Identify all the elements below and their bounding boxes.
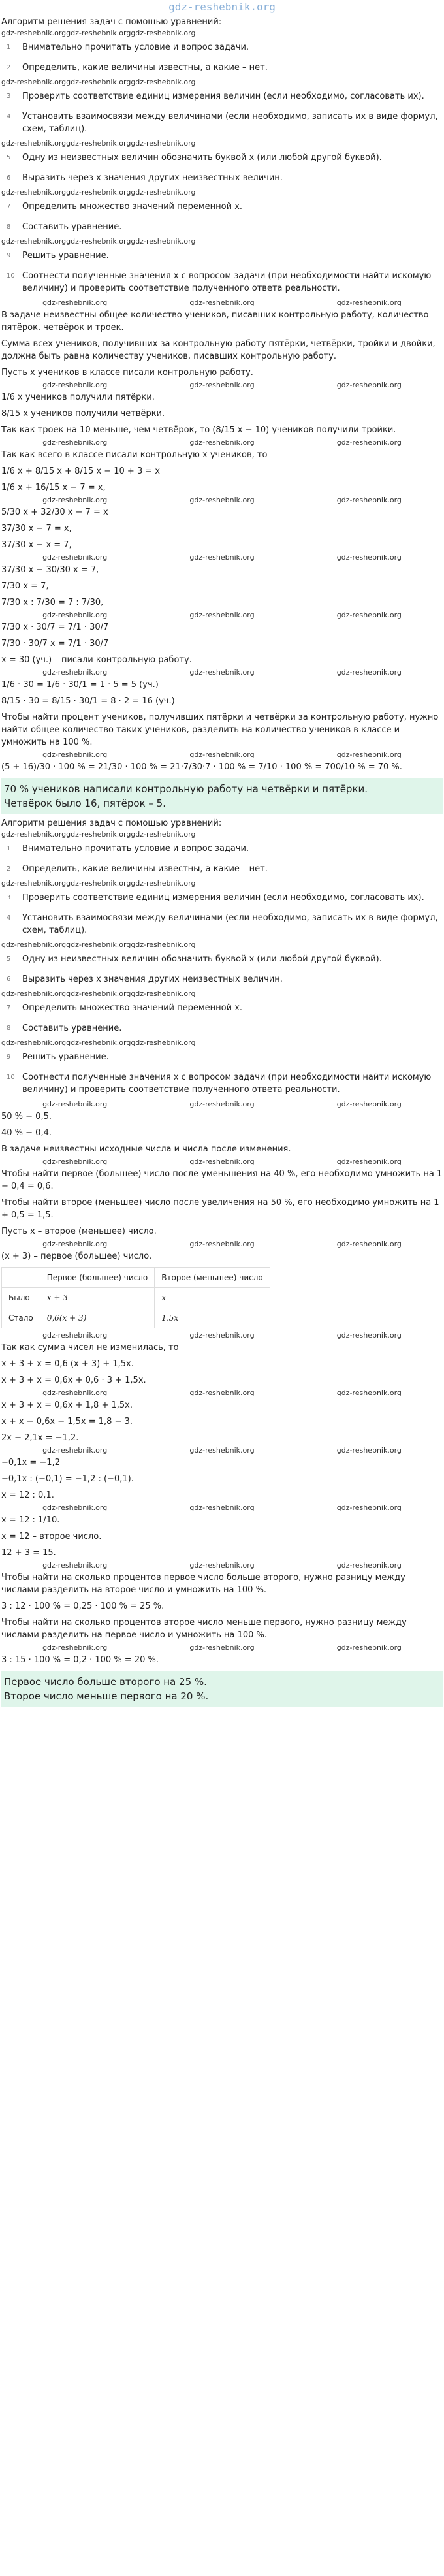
table-cell: x bbox=[155, 1288, 270, 1308]
watermark[interactable]: gdz-reshebnik.org bbox=[131, 139, 196, 148]
solution-line: 3 : 12 · 100 % = 0,25 · 100 % = 25 %. bbox=[1, 1602, 165, 1611]
watermark[interactable]: gdz-reshebnik.org bbox=[189, 1643, 255, 1652]
watermark[interactable]: gdz-reshebnik.org bbox=[66, 830, 131, 839]
algorithm-step bbox=[1, 106, 443, 139]
solution-line: (5 + 16)/30 · 100 % = 21/30 · 100 % = 21·7/30·7 · 100 % = 7/10 · 100 % = 700/10 % = 70 %. bbox=[1, 762, 402, 772]
algorithm-step bbox=[1, 86, 443, 106]
watermark[interactable]: gdz-reshebnik.org bbox=[189, 668, 255, 677]
step-text: Соотнести полученные значения x с вопросом задачи (при необходимости найти искомую величину) и проверить соответствие полученного ответа реальности. bbox=[22, 1072, 432, 1095]
watermark-row bbox=[1, 139, 195, 148]
step-number: 9 bbox=[7, 1054, 11, 1061]
answer-line: Второе число меньше первого на 20 %. bbox=[4, 1690, 209, 1702]
watermark[interactable]: gdz-reshebnik.org bbox=[42, 1504, 108, 1512]
solution-line: Так как всего в классе писали контрольную x учеников, то bbox=[1, 450, 268, 460]
step-number: 6 bbox=[7, 976, 11, 983]
watermark[interactable]: gdz-reshebnik.org bbox=[42, 553, 108, 562]
watermark[interactable]: gdz-reshebnik.org bbox=[1, 237, 67, 246]
watermark[interactable]: gdz-reshebnik.org bbox=[42, 1240, 108, 1248]
table-row bbox=[2, 1308, 270, 1328]
watermark[interactable]: gdz-reshebnik.org bbox=[336, 553, 402, 562]
step-text: Определить, какие величины известны, а какие – нет. bbox=[22, 63, 268, 72]
watermark[interactable]: gdz-reshebnik.org bbox=[189, 1331, 255, 1340]
step-text: Определить множество значений переменной x. bbox=[22, 1003, 243, 1013]
algorithm-step bbox=[1, 37, 443, 57]
watermark[interactable]: gdz-reshebnik.org bbox=[66, 990, 131, 998]
step-number: 1 bbox=[7, 845, 11, 852]
solution-line: Чтобы найти на сколько процентов второе число меньше первого, нужно разницу между числами разделить на первое число и умножить на 100 %. bbox=[1, 1618, 407, 1640]
step-text: Составить уравнение. bbox=[22, 222, 122, 232]
step-number: 2 bbox=[7, 64, 11, 71]
watermark[interactable]: gdz-reshebnik.org bbox=[42, 750, 108, 759]
watermark-line bbox=[1, 830, 443, 839]
watermark-row bbox=[1, 29, 195, 37]
watermark[interactable]: gdz-reshebnik.org bbox=[66, 941, 131, 949]
algorithm-steps bbox=[1, 29, 443, 298]
step-text: Проверить соответствие единиц измерения величин (если необходимо, согласовать их). bbox=[22, 893, 424, 903]
table-header-cell bbox=[2, 1268, 40, 1288]
watermark[interactable]: gdz-reshebnik.org bbox=[336, 611, 402, 619]
solution-line: x = 12 : 1/10. bbox=[1, 1515, 60, 1525]
watermark[interactable]: gdz-reshebnik.org bbox=[131, 879, 196, 888]
solution-line: 50 % − 0,5. bbox=[1, 1112, 52, 1121]
solution-line: 37/30 x − x = 7, bbox=[1, 540, 72, 550]
watermark[interactable]: gdz-reshebnik.org bbox=[189, 1446, 255, 1455]
watermark[interactable]: gdz-reshebnik.org bbox=[131, 1038, 196, 1047]
solution-line: 5/30 x + 32/30 x − 7 = x bbox=[1, 507, 108, 517]
step-number: 8 bbox=[7, 223, 11, 231]
watermark-row bbox=[1, 381, 443, 389]
solution-line: 2x − 2,1x = −1,2. bbox=[1, 1433, 79, 1443]
step-text: Одну из неизвестных величин обозначить буквой x (или любой другой буквой). bbox=[22, 954, 382, 964]
solution-line: Сумма всех учеников, получивших за контрольную работу пятёрки, четвёрки, тройки и двойки, должна быть равна количеству учеников, писавших контрольную работу. bbox=[1, 339, 436, 361]
solution-line: −0,1x : (−0,1) = −1,2 : (−0,1). bbox=[1, 1474, 134, 1484]
watermark-row bbox=[1, 990, 195, 998]
watermark-line bbox=[1, 139, 443, 148]
watermark[interactable]: gdz-reshebnik.org bbox=[42, 298, 108, 307]
watermark-row bbox=[1, 1643, 443, 1652]
solution-line: −0,1x = −1,2 bbox=[1, 1458, 60, 1468]
algorithm-step bbox=[1, 1047, 443, 1067]
watermark-row bbox=[1, 298, 443, 307]
watermark[interactable]: gdz-reshebnik.org bbox=[189, 1504, 255, 1512]
watermark-line bbox=[1, 879, 443, 888]
algorithm-step bbox=[1, 148, 443, 168]
watermark[interactable]: gdz-reshebnik.org bbox=[336, 750, 402, 759]
solution-line: Пусть x учеников в классе писали контрольную работу. bbox=[1, 368, 253, 378]
solution-line: x + 3 + x = 0,6x + 1,8 + 1,5x. bbox=[1, 1400, 133, 1410]
table-row bbox=[2, 1288, 270, 1308]
watermark[interactable]: gdz-reshebnik.org bbox=[131, 990, 196, 998]
watermark[interactable]: gdz-reshebnik.org bbox=[66, 237, 131, 246]
step-number: 1 bbox=[7, 44, 11, 51]
solution-line: Чтобы найти первое (большее) число после уменьшения на 40 %, его необходимо умножить на 1 − 0,4 = 0,6. bbox=[1, 1169, 443, 1191]
watermark[interactable]: gdz-reshebnik.org bbox=[1, 941, 67, 949]
algorithm-step bbox=[1, 57, 443, 78]
solution-line: 7/30 x · 30/7 = 7/1 · 30/7 bbox=[1, 622, 109, 632]
watermark[interactable]: gdz-reshebnik.org bbox=[189, 438, 255, 447]
watermark-line bbox=[1, 78, 443, 86]
watermark-row bbox=[1, 237, 195, 246]
answer-box bbox=[1, 778, 443, 814]
watermark-row bbox=[1, 879, 195, 888]
solution-line: x = 30 (уч.) – писали контрольную работу. bbox=[1, 655, 192, 665]
watermark-row bbox=[1, 941, 195, 949]
watermark[interactable]: gdz-reshebnik.org bbox=[336, 1504, 402, 1512]
step-text: Решить уравнение. bbox=[22, 251, 109, 261]
algorithm-step bbox=[1, 266, 443, 298]
watermark[interactable]: gdz-reshebnik.org bbox=[131, 78, 196, 86]
watermark[interactable]: gdz-reshebnik.org bbox=[189, 1157, 255, 1166]
solution-line: 37/30 x − 7 = x, bbox=[1, 524, 72, 534]
watermark[interactable]: gdz-reshebnik.org bbox=[336, 381, 402, 389]
solution-line: Чтобы найти второе (меньшее) число после увеличения на 50 %, его необходимо умножить на 1 + 0,5 = 1,5. bbox=[1, 1198, 439, 1220]
algorithm-step bbox=[1, 246, 443, 266]
solution-line: 7/30 x : 7/30 = 7 : 7/30, bbox=[1, 598, 104, 607]
step-number: 6 bbox=[7, 174, 11, 182]
watermark[interactable]: gdz-reshebnik.org bbox=[1, 188, 67, 197]
table-header-cell: Первое (большее) число bbox=[40, 1268, 155, 1288]
watermark[interactable]: gdz-reshebnik.org bbox=[42, 1157, 108, 1166]
watermark-row bbox=[1, 438, 443, 447]
step-number: 10 bbox=[7, 1074, 15, 1081]
solution-line: x = 12 – второе число. bbox=[1, 1532, 102, 1541]
solution-lines bbox=[1, 1331, 443, 1668]
step-number: 4 bbox=[7, 113, 11, 120]
solution-line: x = 12 : 0,1. bbox=[1, 1490, 54, 1500]
watermark[interactable]: gdz-reshebnik.org bbox=[42, 1643, 108, 1652]
watermark[interactable]: gdz-reshebnik.org bbox=[66, 139, 131, 148]
watermark[interactable]: gdz-reshebnik.org bbox=[131, 188, 196, 197]
part-2 bbox=[1, 817, 443, 1707]
watermark-line bbox=[1, 237, 443, 246]
watermark[interactable]: gdz-reshebnik.org bbox=[189, 298, 255, 307]
step-text: Внимательно прочитать условие и вопрос задачи. bbox=[22, 844, 249, 854]
watermark[interactable]: gdz-reshebnik.org bbox=[336, 1643, 402, 1652]
watermark[interactable]: gdz-reshebnik.org bbox=[42, 611, 108, 619]
table-cell: x + 3 bbox=[40, 1288, 155, 1308]
solution-line: Так как сумма чисел не изменилась, то bbox=[1, 1343, 179, 1353]
answer-box bbox=[1, 1671, 443, 1707]
watermark[interactable]: gdz-reshebnik.org bbox=[189, 1389, 255, 1397]
algorithm-step bbox=[1, 1018, 443, 1038]
algorithm-step bbox=[1, 908, 443, 941]
step-text: Составить уравнение. bbox=[22, 1023, 122, 1033]
table-cell: 1,5x bbox=[155, 1308, 270, 1328]
watermark-row bbox=[1, 496, 443, 504]
watermark[interactable]: gdz-reshebnik.org bbox=[42, 1446, 108, 1455]
watermark[interactable]: gdz-reshebnik.org bbox=[66, 1038, 131, 1047]
step-text: Выразить через x значения других неизвестных величин. bbox=[22, 974, 283, 984]
solution-line: 8/15 x учеников получили четвёрки. bbox=[1, 409, 165, 419]
watermark[interactable]: gdz-reshebnik.org bbox=[42, 1561, 108, 1570]
solution-line: 37/30 x − 30/30 x = 7, bbox=[1, 565, 99, 575]
site-banner[interactable]: gdz-reshebnik.org bbox=[168, 1, 276, 13]
watermark-row bbox=[1, 553, 443, 562]
watermark-row bbox=[1, 1038, 195, 1047]
watermark[interactable]: gdz-reshebnik.org bbox=[336, 1389, 402, 1397]
watermark[interactable]: gdz-reshebnik.org bbox=[189, 496, 255, 504]
watermark[interactable]: gdz-reshebnik.org bbox=[1, 1038, 67, 1047]
step-number: 3 bbox=[7, 894, 11, 901]
watermark-line bbox=[1, 188, 443, 197]
part-1 bbox=[1, 16, 443, 814]
step-number: 2 bbox=[7, 865, 11, 873]
watermark[interactable]: gdz-reshebnik.org bbox=[42, 438, 108, 447]
watermark-line bbox=[1, 1038, 443, 1047]
step-text: Определить множество значений переменной x. bbox=[22, 202, 243, 212]
solution-line: x + 3 + x = 0,6x + 0,6 · 3 + 1,5x. bbox=[1, 1376, 146, 1385]
watermark[interactable]: gdz-reshebnik.org bbox=[189, 1100, 255, 1108]
watermark[interactable]: gdz-reshebnik.org bbox=[131, 29, 196, 37]
solution-line: x + 3 + x = 0,6 (x + 3) + 1,5x. bbox=[1, 1359, 134, 1369]
algorithm-heading: Алгоритм решения задач с помощью уравнений: bbox=[1, 818, 222, 828]
solution-line: 3 : 15 · 100 % = 0,2 · 100 % = 20 %. bbox=[1, 1655, 159, 1665]
step-number: 4 bbox=[7, 914, 11, 922]
watermark[interactable]: gdz-reshebnik.org bbox=[336, 298, 402, 307]
watermark[interactable]: gdz-reshebnik.org bbox=[336, 1157, 402, 1166]
table-cell: Было bbox=[2, 1288, 40, 1308]
watermark[interactable]: gdz-reshebnik.org bbox=[189, 553, 255, 562]
watermark-row bbox=[1, 1504, 443, 1512]
solution-line: Пусть x – второе (меньшее) число. bbox=[1, 1227, 157, 1236]
solution-line: 1/6 x + 8/15 x + 8/15 x − 10 + 3 = x bbox=[1, 466, 161, 476]
watermark-row bbox=[1, 750, 443, 759]
watermark-line bbox=[1, 990, 443, 998]
watermark-row bbox=[1, 668, 443, 677]
watermark[interactable]: gdz-reshebnik.org bbox=[336, 438, 402, 447]
watermark[interactable]: gdz-reshebnik.org bbox=[42, 668, 108, 677]
watermark-row bbox=[1, 1157, 443, 1166]
watermark[interactable]: gdz-reshebnik.org bbox=[336, 1561, 402, 1570]
watermark[interactable]: gdz-reshebnik.org bbox=[131, 237, 196, 246]
watermark[interactable]: gdz-reshebnik.org bbox=[131, 830, 196, 839]
solution-line: 1/6 · 30 = 1/6 · 30/1 = 1 · 5 = 5 (уч.) bbox=[1, 680, 159, 690]
watermark-row bbox=[1, 1240, 443, 1248]
watermark[interactable]: gdz-reshebnik.org bbox=[189, 611, 255, 619]
step-text: Установить взаимосвязи между величинами (если необходимо, записать их в виде формул, схем, таблиц). bbox=[22, 913, 438, 935]
solution-lines bbox=[1, 298, 443, 775]
step-number: 7 bbox=[7, 1005, 11, 1012]
table-header-cell: Второе (меньшее) число bbox=[155, 1268, 270, 1288]
algorithm-step bbox=[1, 197, 443, 217]
watermark-row bbox=[1, 78, 195, 86]
solution-line: 8/15 · 30 = 8/15 · 30/1 = 8 · 2 = 16 (уч.) bbox=[1, 696, 175, 706]
watermark[interactable]: gdz-reshebnik.org bbox=[66, 879, 131, 888]
algorithm-step bbox=[1, 888, 443, 908]
watermark-row bbox=[1, 188, 195, 197]
step-text: Одну из неизвестных величин обозначить буквой x (или любой другой буквой). bbox=[22, 153, 382, 163]
watermark[interactable]: gdz-reshebnik.org bbox=[336, 668, 402, 677]
watermark[interactable]: gdz-reshebnik.org bbox=[1, 139, 67, 148]
step-text: Выразить через x значения других неизвестных величин. bbox=[22, 173, 283, 183]
answer-line: Первое число больше второго на 25 %. bbox=[4, 1676, 207, 1688]
algorithm-step bbox=[1, 969, 443, 990]
step-number: 8 bbox=[7, 1025, 11, 1032]
algorithm-steps bbox=[1, 830, 443, 1100]
table-header-row bbox=[2, 1268, 270, 1288]
watermark[interactable]: gdz-reshebnik.org bbox=[336, 1100, 402, 1108]
step-text: Решить уравнение. bbox=[22, 1052, 109, 1062]
algorithm-step bbox=[1, 949, 443, 969]
algorithm-step bbox=[1, 839, 443, 859]
watermark[interactable]: gdz-reshebnik.org bbox=[42, 1331, 108, 1340]
watermark[interactable]: gdz-reshebnik.org bbox=[42, 381, 108, 389]
solution-line: 1/6 x учеников получили пятёрки. bbox=[1, 393, 155, 402]
solution-line: В задаче неизвестны исходные числа и числа после изменения. bbox=[1, 1144, 291, 1154]
watermark-line bbox=[1, 941, 443, 949]
watermark[interactable]: gdz-reshebnik.org bbox=[42, 1100, 108, 1108]
step-text: Соотнести полученные значения x с вопросом задачи (при необходимости найти искомую величину) и проверить соответствие полученного ответа реальности. bbox=[22, 271, 432, 293]
step-number: 9 bbox=[7, 252, 11, 259]
watermark-row bbox=[1, 611, 443, 619]
watermark[interactable]: gdz-reshebnik.org bbox=[131, 941, 196, 949]
table-cell: 0,6(x + 3) bbox=[40, 1308, 155, 1328]
algorithm-heading: Алгоритм решения задач с помощью уравнений: bbox=[1, 17, 222, 27]
numbers-table bbox=[1, 1267, 270, 1328]
step-number: 7 bbox=[7, 203, 11, 210]
solution-line: 7/30 x = 7, bbox=[1, 581, 49, 591]
solution-line: Чтобы найти процент учеников, получивших пятёрки и четвёрки за контрольную работу, нужно найти общее количество таких учеников, разделить на количество учеников в классе и умножить на 100 %. bbox=[1, 713, 439, 747]
step-text: Определить, какие величины известны, а какие – нет. bbox=[22, 864, 268, 874]
solution-line: В задаче неизвестны общее количество учеников, писавших контрольную работу, количество пятёрок, четвёрок и троек. bbox=[1, 310, 429, 332]
watermark-row bbox=[1, 1100, 443, 1108]
watermark[interactable]: gdz-reshebnik.org bbox=[66, 29, 131, 37]
watermark[interactable]: gdz-reshebnik.org bbox=[189, 1240, 255, 1248]
algorithm-step bbox=[1, 859, 443, 879]
solution-line: Чтобы найти на сколько процентов первое число больше второго, нужно разницу между числами разделить на второе число и умножить на 100 %. bbox=[1, 1573, 405, 1595]
watermark[interactable]: gdz-reshebnik.org bbox=[1, 830, 67, 839]
watermark[interactable]: gdz-reshebnik.org bbox=[189, 381, 255, 389]
answer-line: 70 % учеников написали контрольную работу на четвёрки и пятёрки. bbox=[4, 783, 368, 795]
watermark[interactable]: gdz-reshebnik.org bbox=[336, 1446, 402, 1455]
watermark[interactable]: gdz-reshebnik.org bbox=[189, 1561, 255, 1570]
algorithm-step bbox=[1, 217, 443, 237]
algorithm-step bbox=[1, 998, 443, 1018]
algorithm-step bbox=[1, 1067, 443, 1100]
watermark[interactable]: gdz-reshebnik.org bbox=[336, 496, 402, 504]
step-text: Установить взаимосвязи между величинами (если необходимо, записать их в виде формул, схем, таблиц). bbox=[22, 112, 438, 134]
solution-lines bbox=[1, 1100, 443, 1264]
solution-line: x + x − 0,6x − 1,5x = 1,8 − 3. bbox=[1, 1417, 133, 1426]
step-text: Проверить соответствие единиц измерения величин (если необходимо, согласовать их). bbox=[22, 91, 424, 101]
step-number: 5 bbox=[7, 154, 11, 161]
watermark-row bbox=[1, 1446, 443, 1455]
watermark-row bbox=[1, 830, 195, 839]
watermark-line bbox=[1, 29, 443, 37]
table-cell: Стало bbox=[2, 1308, 40, 1328]
solution-line: 40 % − 0,4. bbox=[1, 1128, 52, 1138]
solution-line: 12 + 3 = 15. bbox=[1, 1548, 56, 1558]
solution-line: Так как троек на 10 меньше, чем четвёрок, то (8/15 x − 10) учеников получили тройки. bbox=[1, 425, 396, 435]
watermark[interactable]: gdz-reshebnik.org bbox=[1, 990, 67, 998]
step-number: 5 bbox=[7, 956, 11, 963]
watermark[interactable]: gdz-reshebnik.org bbox=[42, 1389, 108, 1397]
watermark[interactable]: gdz-reshebnik.org bbox=[42, 496, 108, 504]
solution-line: 7/30 · 30/7 x = 7/1 · 30/7 bbox=[1, 639, 109, 649]
algorithm-step bbox=[1, 168, 443, 188]
solution-line: (x + 3) – первое (большее) число. bbox=[1, 1251, 152, 1261]
watermark[interactable]: gdz-reshebnik.org bbox=[189, 750, 255, 759]
watermark[interactable]: gdz-reshebnik.org bbox=[1, 78, 67, 86]
watermark-row bbox=[1, 1331, 443, 1340]
step-number: 10 bbox=[7, 272, 15, 280]
answer-line: Четвёрок было 16, пятёрок – 5. bbox=[4, 797, 166, 809]
step-text: Внимательно прочитать условие и вопрос задачи. bbox=[22, 42, 249, 52]
watermark[interactable]: gdz-reshebnik.org bbox=[1, 29, 67, 37]
watermark-row bbox=[1, 1389, 443, 1397]
watermark[interactable]: gdz-reshebnik.org bbox=[66, 78, 131, 86]
watermark[interactable]: gdz-reshebnik.org bbox=[1, 879, 67, 888]
watermark-row bbox=[1, 1561, 443, 1570]
watermark[interactable]: gdz-reshebnik.org bbox=[66, 188, 131, 197]
step-number: 3 bbox=[7, 93, 11, 100]
solution-line: 1/6 x + 16/15 x − 7 = x, bbox=[1, 483, 106, 492]
watermark[interactable]: gdz-reshebnik.org bbox=[336, 1331, 402, 1340]
watermark[interactable]: gdz-reshebnik.org bbox=[336, 1240, 402, 1248]
